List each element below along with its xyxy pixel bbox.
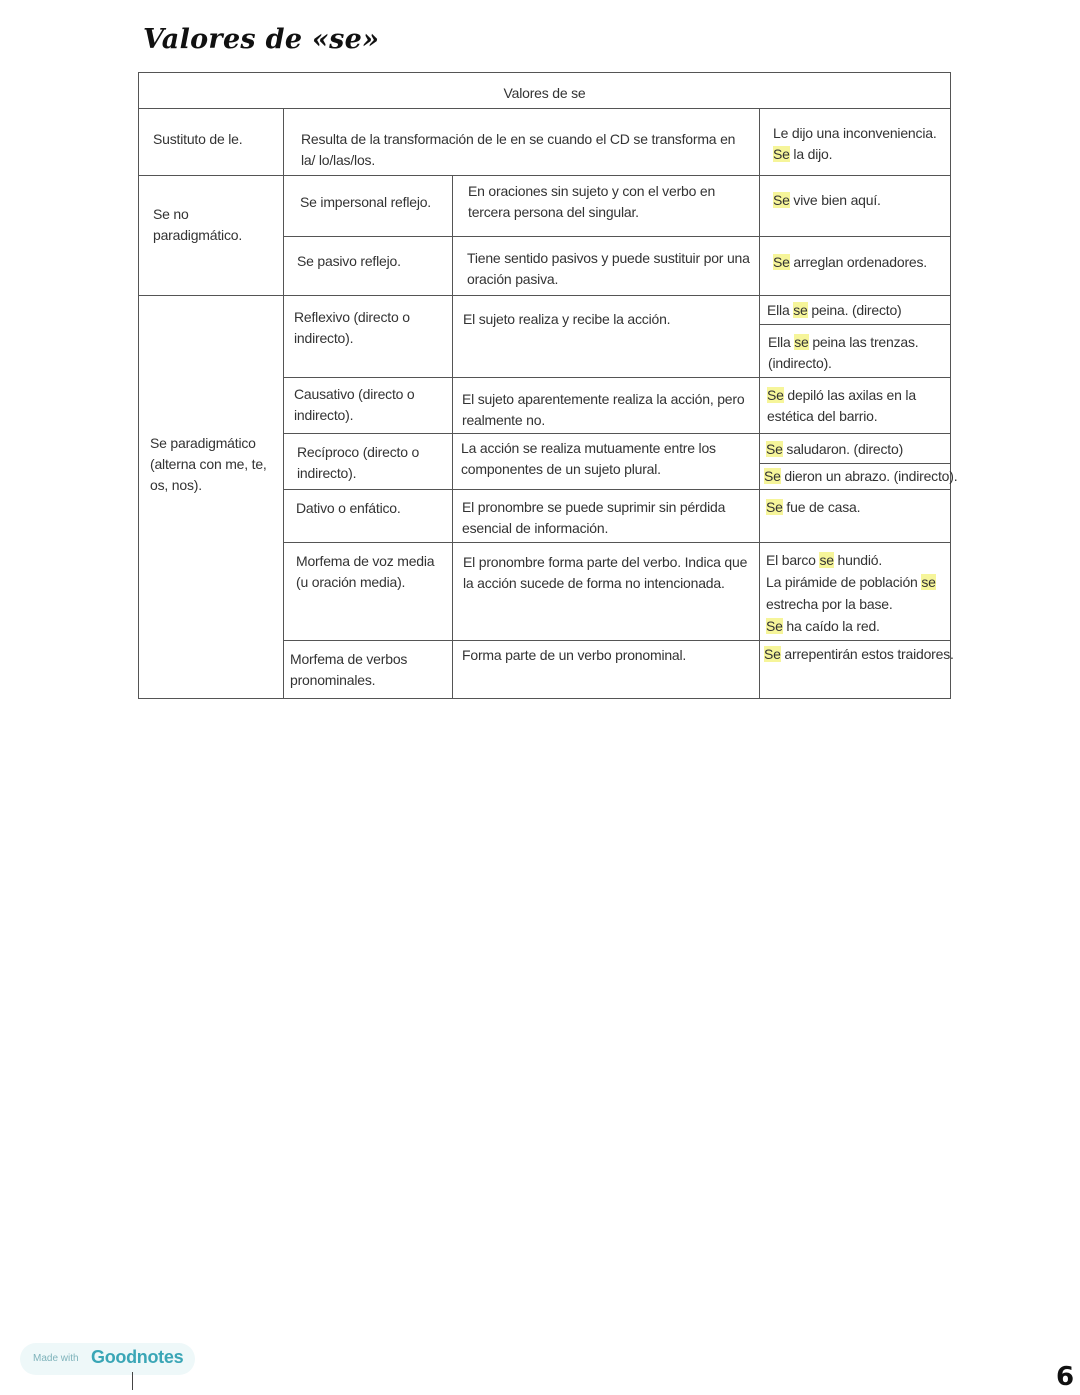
table-rule <box>759 324 951 325</box>
page-title: Valores de «se» <box>143 24 380 55</box>
type-cell: Reflexivo (directo o indirecto). <box>294 309 410 346</box>
example-cell: Se arrepentirán estos traidores. <box>764 646 954 662</box>
example-line: La pirámide de población se estrecha por la base. <box>766 574 936 612</box>
table-border-right <box>950 72 951 699</box>
type-cell: Causativo (directo o indirecto). <box>294 386 415 423</box>
example-cell <box>766 549 946 637</box>
table-rule <box>283 640 951 641</box>
example-line: Se la dijo. <box>773 146 833 162</box>
se-highlight: Se <box>766 441 783 457</box>
example-cell: Se vive bien aquí. <box>773 192 881 208</box>
example-line: El barco se hundió. <box>766 552 883 568</box>
goodnotes-badge[interactable] <box>20 1343 195 1375</box>
table-rule <box>283 377 951 378</box>
category-label: Se paradigmático (alterna con me, te, os, nos). <box>150 435 267 493</box>
table-col-rule <box>759 108 760 699</box>
table-border-left <box>138 72 139 699</box>
se-highlight: se <box>921 574 936 590</box>
description-cell: El pronombre se puede suprimir sin pérdida esencial de información. <box>462 499 726 536</box>
type-cell: Morfema de voz media (u oración media). <box>296 553 435 590</box>
example-cell <box>773 123 945 165</box>
example-line: Se ha caído la red. <box>766 618 880 634</box>
example-cell: Se arreglan ordenadores. <box>773 254 927 270</box>
se-highlight: se <box>794 334 809 350</box>
table-rule <box>138 108 951 109</box>
table-col-rule <box>452 175 453 699</box>
description-cell: Forma parte de un verbo pronominal. <box>462 647 687 663</box>
category-label: Se no paradigmático. <box>153 206 243 243</box>
table-rule <box>283 236 951 237</box>
table-col-rule <box>283 108 284 699</box>
example-cell: Se fue de casa. <box>766 499 861 515</box>
se-highlight: Se <box>766 618 783 634</box>
table-rule <box>283 489 951 490</box>
table-header: Valores de se <box>503 85 586 101</box>
type-cell: Se impersonal reflejo. <box>300 194 431 210</box>
description-cell: El pronombre forma parte del verbo. Indica que la acción sucede de forma no intencionada. <box>463 554 748 591</box>
example-cell: Ella se peina las trenzas. (indirecto). <box>768 334 919 371</box>
se-highlight: se <box>819 552 834 568</box>
example-cell: Ella se peina. (directo) <box>767 302 902 318</box>
example-line: Le dijo una inconveniencia. <box>773 125 937 141</box>
description-cell: En oraciones sin sujeto y con el verbo en tercera persona del singular. <box>468 183 716 220</box>
example-cell: Se saludaron. (directo) <box>766 441 904 457</box>
se-highlight: Se <box>773 254 790 270</box>
example-cell: Se dieron un abrazo. (indirecto). <box>764 468 958 484</box>
made-with-label: Made with <box>33 1353 79 1364</box>
description-cell: Tiene sentido pasivos y puede sustituir por una oración pasiva. <box>467 250 750 287</box>
type-cell: Morfema de verbos pronominales. <box>290 651 408 688</box>
table-border-top <box>138 72 951 73</box>
se-highlight: se <box>793 302 808 318</box>
description-cell: Resulta de la transformación de le en se cuando el CD se transforma en la/ lo/las/los. <box>301 131 736 168</box>
table-rule <box>138 295 951 296</box>
se-highlight: Se <box>764 468 781 484</box>
description-cell: El sujeto aparentemente realiza la acción, pero realmente no. <box>462 391 745 428</box>
table-rule <box>759 463 951 464</box>
se-highlight: Se <box>764 646 781 662</box>
type-cell: Recíproco (directo o indirecto). <box>297 444 420 481</box>
table-border-bottom <box>138 698 951 699</box>
se-highlight: Se <box>773 146 790 162</box>
description-cell: La acción se realiza mutuamente entre los componentes de un sujeto plural. <box>461 440 716 477</box>
text-cursor <box>132 1372 133 1390</box>
example-cell: Se depiló las axilas en la estética del barrio. <box>767 387 916 424</box>
description-cell: El sujeto realiza y recibe la acción. <box>463 311 671 327</box>
type-cell: Se pasivo reflejo. <box>297 253 401 269</box>
table-rule <box>283 542 951 543</box>
se-highlight: Se <box>766 499 783 515</box>
type-cell: Dativo o enfático. <box>296 500 401 516</box>
se-highlight: Se <box>767 387 784 403</box>
page-number: 6 <box>1056 1362 1075 1392</box>
table-rule <box>138 175 951 176</box>
goodnotes-logo: Goodnotes <box>91 1347 184 1367</box>
table-rule <box>283 433 951 434</box>
category-label: Sustituto de le. <box>153 131 243 147</box>
se-highlight: Se <box>773 192 790 208</box>
